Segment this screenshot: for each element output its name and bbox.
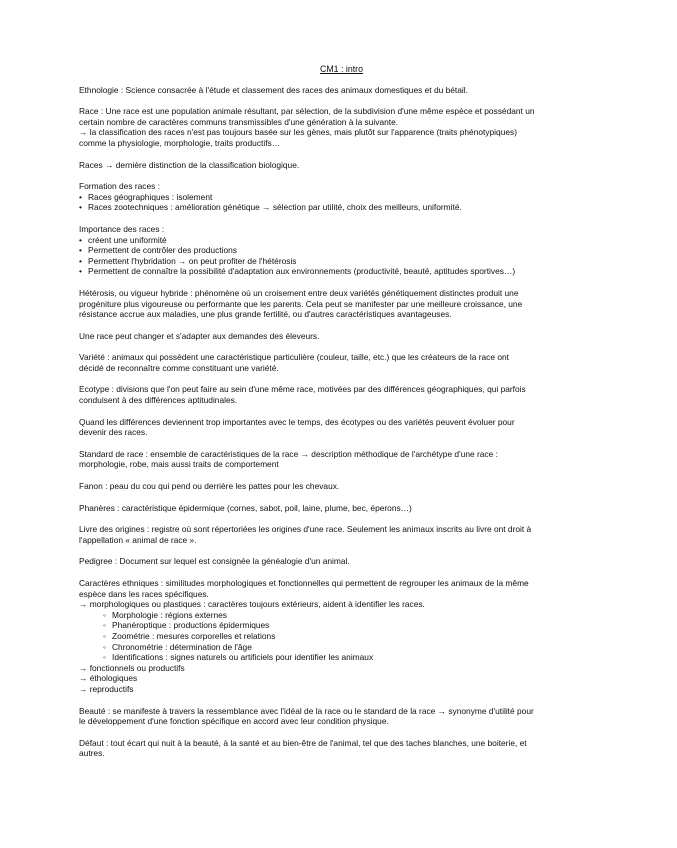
caracteres-sublist xyxy=(79,610,604,663)
race-line: comme la physiologie, morphologie, traits productifs… xyxy=(79,137,281,148)
caracteres-line: espèce dans les races spécifiques. xyxy=(79,588,209,599)
list-item: • Permettent l'hybridation → on peut profiter de l'hétérosis xyxy=(79,256,604,267)
race-change-paragraph xyxy=(79,331,604,342)
livre-line: l'appellation « animal de race ». xyxy=(79,534,197,545)
pedigree-text: Pedigree : Document sur lequel est consignée la généalogie d'un animal. xyxy=(79,556,350,567)
phaneres-text: Phanères : caractéristique épidermique (cornes, sabot, poil, laine, plume, bec, éperons…) xyxy=(79,502,412,513)
pedigree-paragraph xyxy=(79,556,604,567)
list-item: ◦ Identifications : signes naturels ou artificiels pour identifier les animaux xyxy=(79,652,604,663)
differences-paragraph xyxy=(79,417,604,438)
race-line: certain nombre de caractères communs transmissibles d'une génération à la suivante. xyxy=(79,116,399,127)
list-item: • créent une uniformité xyxy=(79,235,604,246)
formation-list xyxy=(79,192,604,213)
list-item: ◦ Phanéroptique : productions épidermiques xyxy=(79,620,604,631)
list-item: ◦ Morphologie : régions externes xyxy=(79,610,604,621)
caracteres-after-line: → éthologiques xyxy=(79,673,138,684)
beaute-line: le développement d'une fonction spécifique en accord avec leur condition physique. xyxy=(79,716,389,727)
formation-heading: Formation des races : xyxy=(79,181,160,192)
variete-paragraph xyxy=(79,352,604,373)
list-item: • Races zootechniques : amélioration génétique → sélection par utilité, choix des meilleurs, uniformité. xyxy=(79,202,604,213)
caracteres-after-line: → reproductifs xyxy=(79,683,134,694)
standard-paragraph xyxy=(79,449,604,470)
list-item: ◦ Chronométrie : détermination de l'âge xyxy=(79,642,604,653)
document-page xyxy=(79,64,604,770)
variete-line: Variété : animaux qui possèdent une caractéristique particulière (couleur, taille, etc.) que les créateurs de la race ont xyxy=(79,352,509,363)
races-classification-text: Races → dernière distinction de la classification biologique. xyxy=(79,159,300,170)
defaut-line: autres. xyxy=(79,748,105,759)
ecotype-paragraph xyxy=(79,384,604,405)
races-classification-paragraph xyxy=(79,160,604,171)
list-item: • Permettent de contrôler des productions xyxy=(79,245,604,256)
race-line: Race : Une race est une population animale résultant, par sélection, de la subdivision d'une même espèce et possédant un xyxy=(79,106,535,117)
heterosis-line: résistance accrue aux maladies, une plus grande fertilité, ou d'autres caractéristiques avantageuses. xyxy=(79,309,452,320)
ethnologie-paragraph xyxy=(79,85,604,96)
beaute-line: Beauté : se manifeste à travers la ressemblance avec l'idéal de la race ou le standard de la race → synonyme d'utilité pour xyxy=(79,705,534,716)
heterosis-paragraph xyxy=(79,288,604,320)
race-line: → la classification des races n'est pas toujours basée sur les gènes, mais plutôt sur l'apparence (traits phénotypiques) xyxy=(79,127,517,138)
fanon-paragraph xyxy=(79,481,604,492)
caracteres-line: → morphologiques ou plastiques : caractères toujours extérieurs, aident à identifier les races. xyxy=(79,599,425,610)
importance-section xyxy=(79,224,604,277)
page-title: CM1 : intro xyxy=(319,64,364,74)
ecotype-line: conduisent à des différences aptitudinales. xyxy=(79,395,238,406)
race-paragraph xyxy=(79,106,604,148)
list-item: ◦ Zoométrie : mesures corporelles et relations xyxy=(79,631,604,642)
standard-line: morphologie, robe, mais aussi traits de comportement xyxy=(79,459,279,470)
list-item: • Permettent de connaître la possibilité d'adaptation aux environnements (productivité, beauté, aptitudes sportives…) xyxy=(79,266,604,277)
caracteres-section xyxy=(79,578,604,695)
race-change-text: Une race peut changer et s'adapter aux demandes des éleveurs. xyxy=(79,330,320,341)
list-item: • Races géographiques : isolement xyxy=(79,192,604,203)
caracteres-after-line: → fonctionnels ou productifs xyxy=(79,662,185,673)
phaneres-paragraph xyxy=(79,503,604,514)
heterosis-line: Hétérosis, ou vigueur hybride : phénomène où un croisement entre deux variétés génétiquement distinctes produit une xyxy=(79,287,519,298)
ecotype-line: Ecotype : divisions que l'on peut faire au sein d'une même race, motivées par des différences géographiques, qui parfois xyxy=(79,384,526,395)
importance-heading: Importance des races : xyxy=(79,223,165,234)
livre-paragraph xyxy=(79,524,604,545)
standard-line: Standard de race : ensemble de caractéristiques de la race → description méthodique de l'archétype d'une race : xyxy=(79,448,498,459)
beaute-paragraph xyxy=(79,706,604,727)
livre-line: Livre des origines : registre où sont répertoriées les origines d'une race. Seulement les animaux inscrits au livre ont droit à xyxy=(79,524,532,535)
caracteres-line: Caractères ethniques : similitudes morphologiques et fonctionnelles qui permettent de regrouper les animaux de la même xyxy=(79,578,529,588)
differences-line: Quand les différences deviennent trop importantes avec le temps, des écotypes ou des variétés peuvent évoluer pour xyxy=(79,416,515,427)
defaut-line: Défaut : tout écart qui nuit à la beauté, à la santé et au bien-être de l'animal, tel que des taches blanches, une boiterie, et xyxy=(79,737,527,748)
importance-list xyxy=(79,235,604,277)
variete-line: décidé de reconnaître comme constituant une variété. xyxy=(79,362,279,373)
formation-section xyxy=(79,181,604,213)
differences-line: devenir des races. xyxy=(79,427,148,438)
defaut-paragraph xyxy=(79,738,604,759)
heterosis-line: progéniture plus vigoureuse ou performante que les parents. Cela peut se manifester par une meilleure croissance, une xyxy=(79,298,523,309)
fanon-text: Fanon : peau du cou qui pend ou derrière les pattes pour les chevaux. xyxy=(79,481,340,492)
ethnologie-text: Ethnologie : Science consacrée à l'étude et classement des races des animaux domestiques et du bétail. xyxy=(79,84,468,95)
